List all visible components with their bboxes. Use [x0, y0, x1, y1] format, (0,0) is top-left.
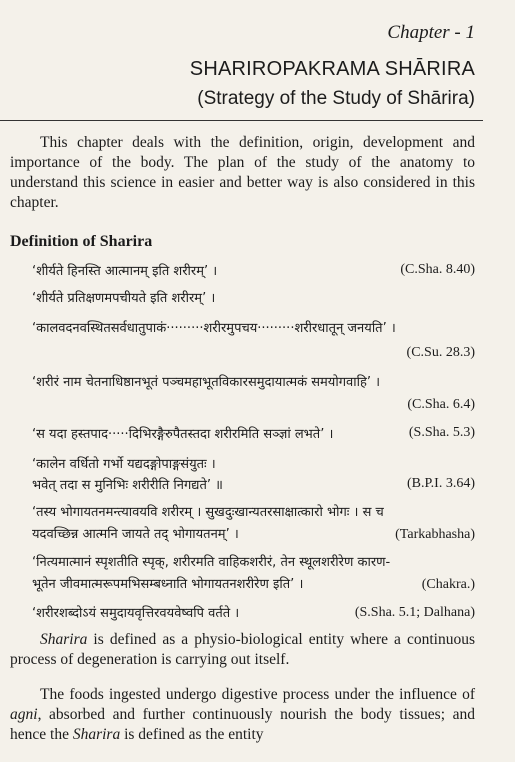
paragraph-text: , absorbed and further continuously nourish the body tissues; and hence the	[10, 706, 475, 743]
sanskrit-quote: भूतेन जीवमात्मरूपमभिसम्बध्नाति भोगायतनशरीरेण इति’ ।	[32, 577, 304, 592]
sanskrit-quote: भवेत् तदा स मुनिभिः शरीरीति निगद्यते’ ॥	[32, 478, 223, 493]
chapter-subtitle: (Strategy of the Study of Shārira)	[197, 88, 475, 109]
intro-paragraph: This chapter deals with the definition, origin, development and importance of the body. The plan of the study of the anatomy to understand this science in easier and better way is also considered in this chapter.	[10, 134, 475, 211]
body-paragraph	[10, 685, 475, 745]
quote-reference: (B.P.I. 3.64)	[406, 476, 475, 491]
sanskrit-quote: ‘कालवदनवस्थितसर्वधातुपाकं·········शरीरमुपचय·········शरीरधातून् जनयति’ ।	[32, 321, 396, 336]
quote-reference: (S.Sha. 5.1; Dalhana)	[354, 605, 475, 620]
title-divider	[0, 120, 483, 121]
sanskrit-quote: ‘नित्यमात्मानं स्पृशतीति स्पृक्, शरीरमति वाहिकशरीरं, तेन स्थूलशरीरेण कारण-	[32, 555, 391, 570]
sanskrit-quote: ‘शीर्यते प्रतिक्षणमपचीयते इति शरीरम्’ ।	[32, 291, 216, 306]
quote-reference: (C.Sha. 8.40)	[400, 262, 475, 277]
sanskrit-quote: ‘शरीरशब्दोऽयं समुदायवृत्तिरवयवेष्वपि वर्तते ।	[32, 606, 240, 621]
paragraph-text: The foods ingested undergo digestive process under the influence of	[40, 686, 475, 703]
paragraph-text: is defined as the entity	[120, 726, 264, 743]
paragraph-text: is defined as a physio-biological entity where a continuous process of degeneration is carrying out itself.	[10, 631, 475, 668]
sanskrit-quote: ‘तस्य भोगायतनमन्त्यावयवि शरीरम् । सुखदुःखान्यतरसाक्षात्कारो भोगः । स च	[32, 505, 384, 520]
sanskrit-quote: ‘कालेन वर्धितो गर्भो यद्यदङ्गोपाङ्गसंयुतः ।	[32, 457, 216, 472]
sanskrit-quote: यदवच्छिन्न आत्मनि जायते तद् भोगायतनम्’ ।	[32, 527, 239, 542]
emphasis: Sharira	[40, 631, 88, 648]
body-paragraph	[10, 630, 475, 670]
quote-reference: (Chakra.)	[421, 577, 475, 592]
sanskrit-quote: ‘शरीरं नाम चेतनाधिष्ठानभूतं पञ्चमहाभूतविकारसमुदायात्मकं समयोगवाहि’ ।	[32, 375, 381, 390]
chapter-label: Chapter - 1	[387, 22, 475, 43]
section-heading: Definition of Sharira	[10, 233, 153, 250]
sanskrit-quote: ‘स यदा हस्तपाद·····दिभिरङ्गैरुपैतस्तदा शरीरमिति सञ्ज्ञां लभते’ ।	[32, 427, 334, 442]
quote-reference: (S.Sha. 5.3)	[408, 425, 475, 440]
quote-reference: (C.Sha. 6.4)	[407, 397, 475, 412]
sanskrit-quote: ‘शीर्यते हिनस्ति आत्मानम् इति शरीरम्’ ।	[32, 264, 218, 279]
emphasis: Sharira	[72, 726, 121, 743]
emphasis: agni	[10, 706, 38, 723]
quote-reference: (C.Su. 28.3)	[406, 345, 475, 360]
quote-reference: (Tarkabhasha)	[395, 527, 475, 542]
chapter-title: SHARIROPAKRAMA SHĀRIRA	[189, 58, 475, 80]
